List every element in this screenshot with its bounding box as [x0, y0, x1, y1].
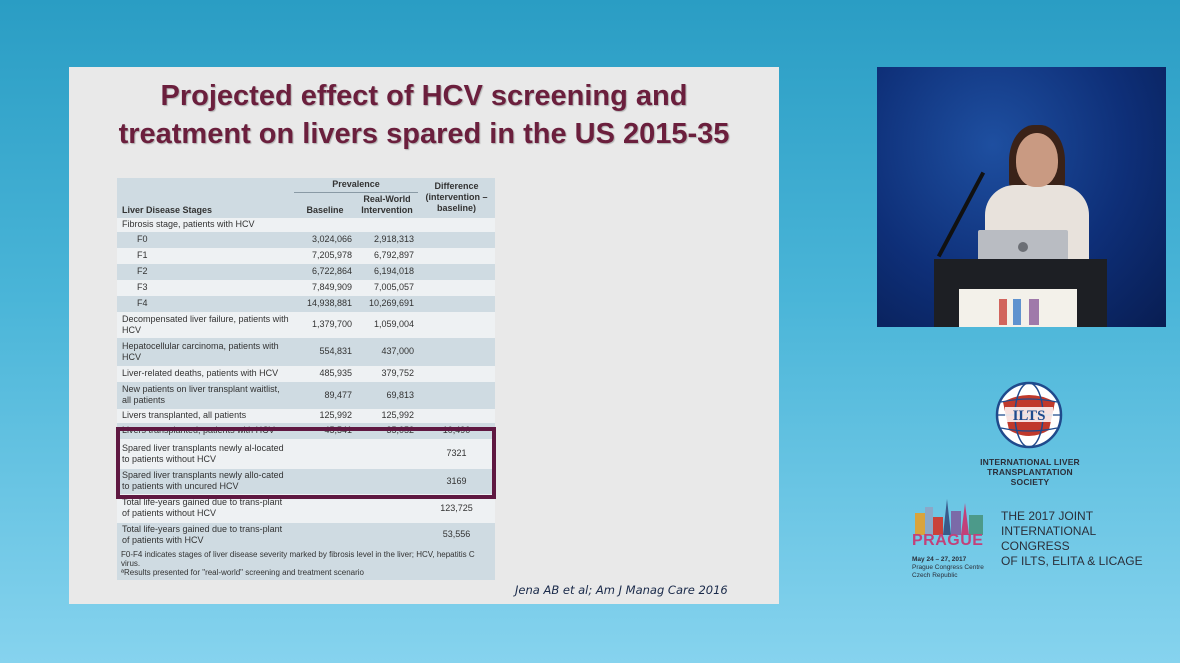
presentation-slide	[69, 67, 779, 604]
highlight-box	[116, 427, 496, 499]
stage-cell: Total life-years gained due to trans-plant of patients with HCV	[117, 523, 294, 547]
stage-cell: Livers transplanted, patients with HCV	[117, 423, 294, 439]
slide-title-line-2: treatment on livers spared in the US 2015-35	[118, 118, 730, 150]
difference-header: Difference (intervention – baseline)	[418, 178, 495, 218]
laptop-logo-icon	[1018, 242, 1028, 252]
real-world-cell: 35,052	[356, 423, 418, 439]
liver-disease-table	[117, 178, 495, 580]
baseline-cell: 14,938,881	[294, 296, 356, 312]
ilts-logo-text: ILTS	[1012, 408, 1046, 424]
real-world-cell: 7,005,057	[356, 280, 418, 296]
difference-cell: 3169	[418, 469, 495, 494]
difference-cell	[418, 312, 495, 338]
baseline-cell: 7,205,978	[294, 248, 356, 264]
speaker-face	[1016, 133, 1058, 187]
table-row	[117, 382, 495, 409]
real-world-cell	[356, 523, 418, 547]
prevalence-header: Prevalence	[294, 178, 418, 192]
difference-cell	[418, 280, 495, 296]
table-row	[117, 338, 495, 366]
baseline-cell	[294, 523, 356, 547]
real-world-cell: 1,059,004	[356, 312, 418, 338]
prague-venue-line-2: Czech Republic	[912, 572, 958, 579]
stage-cell: F0	[117, 232, 294, 248]
difference-cell: 123,725	[418, 494, 495, 523]
stage-cell: Spared liver transplants newly al-located to patients without HCV	[117, 439, 294, 469]
stage-cell: F2	[117, 264, 294, 280]
difference-cell	[418, 232, 495, 248]
real-world-cell: 125,992	[356, 409, 418, 423]
stage-cell: F4	[117, 296, 294, 312]
table-row	[117, 264, 495, 280]
table-row	[117, 248, 495, 264]
real-world-cell: 2,918,313	[356, 232, 418, 248]
prague-venue-line-1: Prague Congress Centre	[912, 564, 984, 571]
real-world-cell: 10,269,691	[356, 296, 418, 312]
table-footnote	[117, 547, 495, 580]
stage-cell: Liver-related deaths, patients with HCV	[117, 366, 294, 382]
congress-line-2: INTERNATIONAL CONGRESS	[1001, 524, 1096, 553]
stage-cell: Total life-years gained due to trans-plant of patients without HCV	[117, 494, 294, 523]
congress-line-1: THE 2017 JOINT	[1001, 509, 1094, 523]
stage-cell: Livers transplanted, all patients	[117, 409, 294, 423]
prague-word: PRAGUE	[912, 532, 984, 549]
real-world-cell: 6,194,018	[356, 264, 418, 280]
stage-cell: Spared liver transplants newly allo-cated to patients with uncured HCV	[117, 469, 294, 494]
congress-line-3: OF ILTS, ELITA & LICAGE	[1001, 554, 1143, 568]
difference-cell	[418, 296, 495, 312]
stages-header: Liver Disease Stages	[117, 192, 294, 218]
difference-cell	[418, 218, 495, 232]
footnote-2: ªResults presented for "real-world" screening and treatment scenario	[121, 567, 364, 577]
stage-cell: Fibrosis stage, patients with HCV	[117, 218, 294, 232]
speaker-video	[877, 67, 1166, 327]
difference-cell	[418, 264, 495, 280]
real-world-cell: 6,792,897	[356, 248, 418, 264]
difference-cell	[418, 338, 495, 366]
table-row	[117, 523, 495, 547]
baseline-cell: 125,992	[294, 409, 356, 423]
baseline-cell: 7,849,909	[294, 280, 356, 296]
lectern	[934, 259, 1107, 327]
baseline-cell: 89,477	[294, 382, 356, 409]
table-row	[117, 296, 495, 312]
slide-title	[69, 77, 779, 153]
prague-venue	[912, 564, 984, 580]
baseline-cell: 3,024,066	[294, 232, 356, 248]
lectern-sign	[959, 289, 1077, 327]
real-world-cell: 437,000	[356, 338, 418, 366]
difference-cell	[418, 409, 495, 423]
baseline-cell: 1,379,700	[294, 312, 356, 338]
table-row	[117, 280, 495, 296]
stage-cell: Hepatocellular carcinoma, patients with HCV	[117, 338, 294, 366]
table-row	[117, 312, 495, 338]
prague-dates: May 24 – 27, 2017	[912, 556, 967, 563]
stage-cell: New patients on liver transplant waitlist, all patients	[117, 382, 294, 409]
baseline-header: Baseline	[294, 192, 356, 218]
baseline-cell	[294, 218, 356, 232]
baseline-cell: 45,541	[294, 423, 356, 439]
real-world-header: Real-World Intervention	[356, 192, 418, 218]
ilts-society-name: INTERNATIONAL LIVER TRANSPLANTATION SOCIETY	[980, 457, 1080, 487]
difference-cell	[418, 366, 495, 382]
baseline-cell: 554,831	[294, 338, 356, 366]
difference-cell	[418, 382, 495, 409]
baseline-cell: 485,935	[294, 366, 356, 382]
real-world-cell	[356, 218, 418, 232]
difference-cell: 53,556	[418, 523, 495, 547]
baseline-cell: 6,722,864	[294, 264, 356, 280]
citation: Jena AB et al; Am J Manag Care 2016	[515, 583, 728, 597]
real-world-cell: 69,813	[356, 382, 418, 409]
table-row	[117, 409, 495, 423]
real-world-cell: 379,752	[356, 366, 418, 382]
ilts-globe-logo	[993, 380, 1065, 450]
footnote-1: F0-F4 indicates stages of liver disease severity marked by fibrosis level in the liver; HCV, hepatitis C virus.	[121, 549, 475, 568]
congress-title	[1001, 509, 1161, 569]
table-row	[117, 218, 495, 232]
stage-cell: Decompensated liver failure, patients with HCV	[117, 312, 294, 338]
stage-cell: F3	[117, 280, 294, 296]
table-row	[117, 366, 495, 382]
table-row	[117, 232, 495, 248]
stage-cell: F1	[117, 248, 294, 264]
difference-cell: 10,490	[418, 423, 495, 439]
difference-cell: 7321	[418, 439, 495, 469]
slide-title-line-1: Projected effect of HCV screening and	[160, 80, 688, 112]
difference-cell	[418, 248, 495, 264]
sign-artwork	[999, 299, 1039, 325]
